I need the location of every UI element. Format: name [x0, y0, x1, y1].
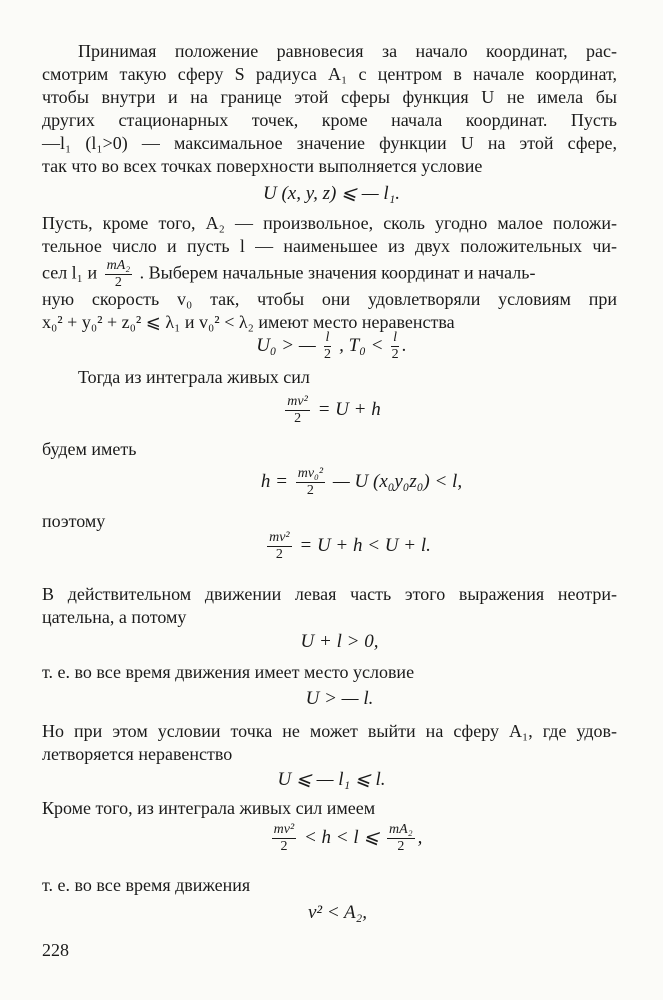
fraction-numerator: mv²: [273, 822, 295, 837]
fraction-numerator: mA₂: [389, 822, 413, 837]
fraction-numerator: mv²: [287, 394, 308, 409]
text-line: тельное число и пусть l — наименьшее из двух положительных чи-: [42, 236, 617, 256]
text-line: смотрим такую сферу S радиуса A₁ с центром в начале координат,: [42, 64, 617, 84]
formula-part: < h < l ⩽: [303, 826, 380, 848]
text-line: поэтому: [42, 511, 106, 531]
page-number: 228: [42, 940, 69, 960]
formula-2: U₀ > — $\frac{l}{2}$ , T₀ < $\frac{l}{2}$ .: [256, 330, 407, 362]
formula-4: [30, 466, 663, 499]
fraction-numerator: l: [393, 330, 398, 345]
formula-part: = U + h: [317, 398, 381, 420]
formula-9: [14, 822, 663, 855]
text-line: т. е. во все время движения имеет место условие: [42, 662, 415, 682]
formula-part: , T₀ <: [339, 334, 384, 356]
formula-1: U (x, y, z) ⩽ — l₁.: [262, 183, 401, 204]
text-line: x₀² + y₀² + z₀² ⩽ λ₁ и v₀² < λ₂ имеют место неравенства: [42, 312, 455, 332]
text-line: В действительном движении левая часть этого выражения неотри-: [42, 584, 617, 604]
fraction: [324, 330, 332, 363]
text-fragment: . Выберем начальные значения координат и началь-: [139, 262, 536, 283]
fraction-denominator: 2: [306, 483, 314, 498]
text-fragment: сел l₁ и: [42, 262, 98, 283]
fraction: [296, 466, 325, 499]
text-line: будем иметь: [42, 439, 137, 459]
text-line: Пусть, кроме того, A₂ — произвольное, сколь угодно малое положи-: [42, 213, 617, 233]
fraction-denominator: 2: [391, 347, 399, 362]
fraction-denominator: 2: [294, 411, 302, 426]
formula-part: — U (x₀y₀z₀) < l,: [332, 470, 463, 492]
fraction-numerator: mA₂: [106, 258, 131, 273]
text-line: цательна, а потому: [42, 607, 187, 627]
formula-6: U + l > 0,: [300, 631, 379, 652]
text-line: летворяется неравенство: [42, 744, 233, 764]
fraction-denominator: 2: [114, 275, 122, 290]
text-line: Принимая положение равновесия за начало координат, рас-: [78, 41, 617, 61]
formula-5: [16, 530, 663, 563]
text-line: так что во всех точках поверхности выполняется условие: [42, 156, 483, 176]
fraction-denominator: 2: [397, 839, 405, 854]
formula-3: [0, 394, 663, 427]
fraction-denominator: 2: [275, 547, 283, 562]
text-line: чтобы внутри и на границе этой сферы функция U не имела бы: [42, 87, 617, 107]
fraction-denominator: 2: [280, 839, 288, 854]
formula-part: h =: [260, 470, 288, 492]
text-line: Но при этом условии точка не может выйти на сферу A₁, где удов-: [42, 721, 617, 741]
formula-part: = U + h < U + l.: [299, 534, 431, 556]
text-line: ную скорость v₀ так, чтобы они удовлетворяли условиям при: [42, 289, 617, 309]
formula-part: U₀ > —: [256, 334, 316, 356]
fraction-denominator: 2: [323, 347, 331, 362]
text-line: —l₁ (l₁>0) — максимальное значение функции U на этой сфере,: [42, 133, 617, 153]
fraction-numerator: mv²: [269, 530, 290, 545]
fraction: [267, 530, 292, 563]
text-line-with-fraction: [42, 258, 617, 291]
fraction-numerator: l: [325, 330, 330, 345]
fraction-numerator: mv₀²: [297, 466, 324, 481]
fraction: [391, 330, 399, 363]
fraction: [105, 258, 133, 291]
formula-7: U > — l.: [305, 688, 374, 709]
formula-8: U ⩽ — l₁ ⩽ l.: [277, 769, 386, 790]
fraction: [387, 822, 415, 855]
text-line: других стационарных точек, кроме начала координат. Пусть: [42, 110, 617, 130]
text-line: Кроме того, из интеграла живых сил имеем: [42, 798, 376, 818]
formula-part: ,: [417, 826, 423, 848]
text-line: т. е. во все время движения: [42, 875, 251, 895]
fraction: [272, 822, 297, 855]
text-line: Тогда из интеграла живых сил: [78, 367, 310, 387]
fraction: [285, 394, 310, 427]
formula-10: v² < A₂,: [307, 902, 368, 923]
